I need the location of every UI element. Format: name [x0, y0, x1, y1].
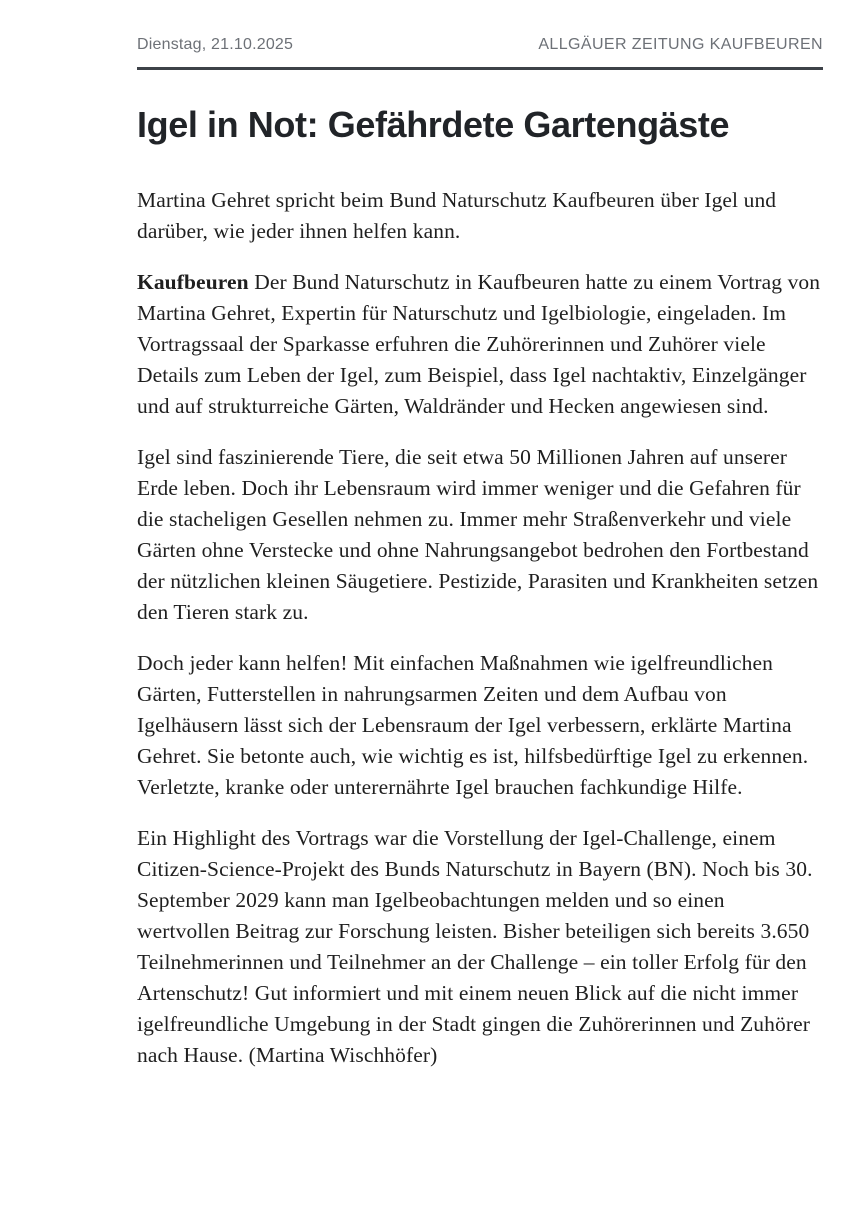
article-headline: Igel in Not: Gefährdete Gartengäste [137, 104, 730, 145]
article-paragraph: Doch jeder kann helfen! Mit einfachen Maßnahmen wie igelfreundlichen Gärten, Futterstellen in nahrungsarmen Zeiten und dem Aufbau von Igelhäusern lässt sich der Lebensraum der Igel verbessern, erklärte Martina Gehret. Sie betonte auch, wie wichtig es ist, hilfsbedürftige Igel zu erkennen. Verletzte, kranke oder unterernährte Igel brauchen fachkundige Hilfe. [137, 651, 809, 799]
article-content [137, 36, 823, 1071]
article-paragraph: Igel sind faszinierende Tiere, die seit etwa 50 Millionen Jahren auf unserer Erde leben. Doch ihr Lebensraum wird immer weniger und die Gefahren für die stacheligen Gesellen nehmen zu. Immer mehr Straßenverkehr und viele Gärten ohne Verstecke und ohne Nahrungsangebot bedrohen den Fortbestand der nützlichen kleinen Säugetiere. Pestizide, Parasiten und Krankheiten setzen den Tieren stark zu. [137, 445, 819, 624]
masthead-label: ALLGÄUER ZEITUNG KAUFBEUREN [538, 36, 823, 53]
header-divider [137, 67, 823, 70]
article-lead: Martina Gehret spricht beim Bund Naturschutz Kaufbeuren über Igel und darüber, wie jeder ihnen helfen kann. [137, 188, 777, 243]
date-label: Dienstag, 21.10.2025 [137, 36, 294, 53]
page-header [137, 36, 823, 54]
location-tag: Kaufbeuren [137, 270, 249, 294]
paragraph-text: Der Bund Naturschutz in Kaufbeuren hatte zu einem Vortrag von Martina Gehret, Expertin für Naturschutz und Igelbiologie, eingeladen. Im Vortragssaal der Sparkasse erfuhren die Zuhörerinnen und Zuhörer viele Details zum Leben der Igel, zum Beispiel, dass Igel nachtaktiv, Einzelgänger und auf strukturreiche Gärten, Waldränder und Hecken angewiesen sind. [137, 270, 821, 418]
article-body [137, 185, 823, 1071]
article-paragraph [137, 267, 823, 422]
article-paragraph: Ein Highlight des Vortrags war die Vorstellung der Igel-Challenge, einem Citizen-Science-Projekt des Bunds Naturschutz in Bayern (BN). Noch bis 30. September 2029 kann man Igelbeobachtungen melden und so einen wertvollen Beitrag zur Forschung leisten. Bisher beteiligen sich bereits 3.650 Teilnehmerinnen und Teilnehmer an der Challenge – ein toller Erfolg für den Artenschutz! Gut informiert und mit einem neuen Blick auf die nicht immer igelfreundliche Umgebung in der Stadt gingen die Zuhörerinnen und Zuhörer nach Hause. (Martina Wischhöfer) [137, 826, 813, 1067]
